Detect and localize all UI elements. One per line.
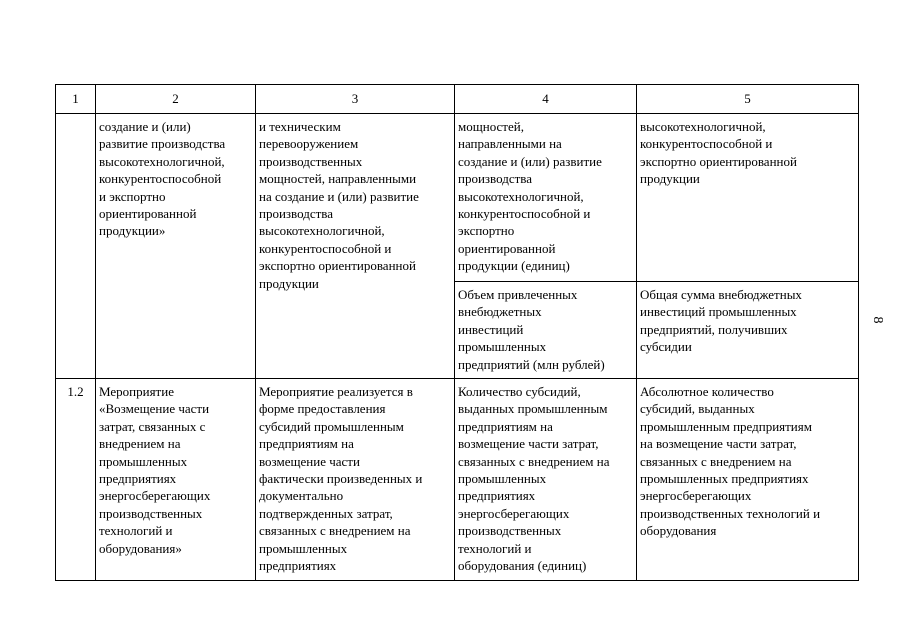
row-a-measure-cell: создание и (или) развитие производства высокотехнологичной, конкурентоспособной и экспортно ориентированной продукции» — [96, 114, 256, 379]
header-col-5: 5 — [637, 85, 859, 114]
row-b-measure-cell: Мероприятие «Возмещение части затрат, связанных с внедрением на промышленных предприятиях энергосберегающих производственных технологий и оборудования» — [96, 379, 256, 581]
row-a-calculation-cell-top: высокотехнологичной, конкурентоспособной и экспортно ориентированной продукции — [637, 114, 859, 282]
row-a-description-cell: и техническим перевооружением производственных мощностей, направленными на создание и (или) развитие производства высокотехнологичной, конкурентоспособной и экспортно ориентированной продукции — [256, 114, 455, 379]
header-col-2: 2 — [96, 85, 256, 114]
row-a-number-cell — [56, 114, 96, 379]
row-b-description-cell: Мероприятие реализуется в форме предоставления субсидий промышленным предприятиям на возмещение части фактически произведенных и документально подтвержденных затрат, связанных с внедрением на промышленных предприятиях — [256, 379, 455, 581]
table-row-continuation-top — [56, 114, 859, 282]
row-b-number-cell: 1.2 — [56, 379, 96, 581]
column-number-header-row — [56, 85, 859, 114]
program-measures-table — [55, 84, 859, 581]
page-number: 8 — [870, 316, 885, 324]
header-col-1: 1 — [56, 85, 96, 114]
row-a-calculation-cell-bottom: Общая сумма внебюджетных инвестиций промышленных предприятий, получивших субсидии — [637, 282, 859, 379]
row-a-indicator-cell-top: мощностей, направленными на создание и (или) развитие производства высокотехнологичной, конкурентоспособной и экспортно ориентированной продукции (единиц) — [455, 114, 637, 282]
table-row-1-2 — [56, 379, 859, 581]
row-b-calculation-cell: Абсолютное количество субсидий, выданных промышленным предприятиям на возмещение части затрат, связанных с внедрением на промышленных предприятиях энергосберегающих производственных технологий и оборудования — [637, 379, 859, 581]
header-col-3: 3 — [256, 85, 455, 114]
row-a-indicator-cell-bottom: Объем привлеченных внебюджетных инвестиций промышленных предприятий (млн рублей) — [455, 282, 637, 379]
header-col-4: 4 — [455, 85, 637, 114]
row-b-indicator-cell: Количество субсидий, выданных промышленным предприятиям на возмещение части затрат, связанных с внедрением на промышленных предприятиях энергосберегающих производственных технологий и оборудования (единиц) — [455, 379, 637, 581]
